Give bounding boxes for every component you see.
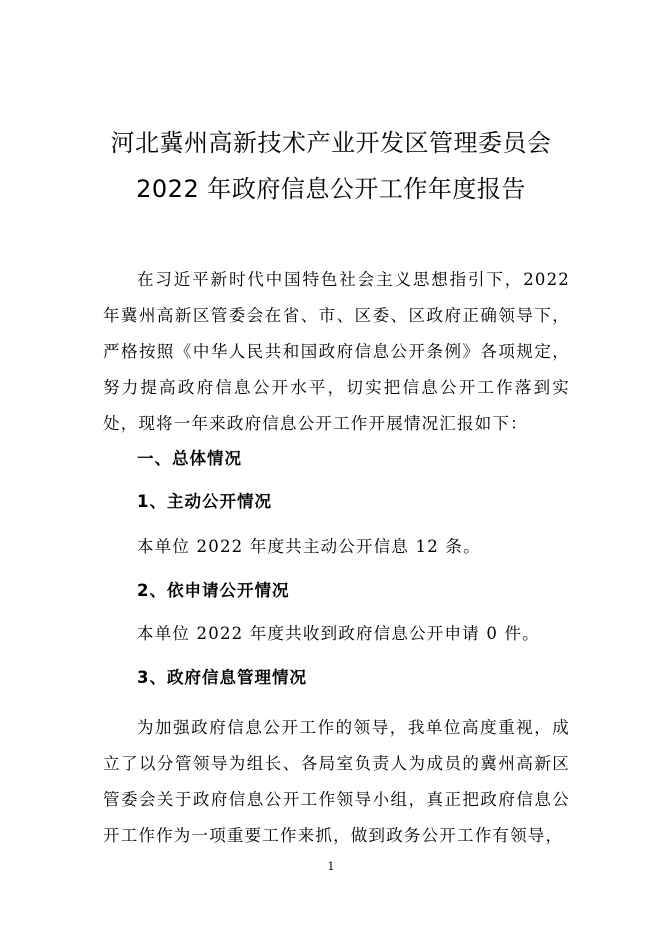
section-heading-overview: 一、总体情况 <box>137 449 242 468</box>
subheading-proactive-disclosure: 1、主动公开情况 <box>137 492 272 511</box>
subheading-application-disclosure: 2、依申请公开情况 <box>137 581 290 600</box>
application-disclosure-text: 本单位 2022 年度共收到政府信息公开申请 0 件。 <box>137 624 540 643</box>
intro-paragraph: 在习近平新时代中国特色社会主义思想指引下，2022 年冀州高新区管委会在省、市、区委、区政府正确领导下，严格按照《中华人民共和国政府信息公开条例》各项规定，努力提高政府信息公开水平，切实把信息公开工作落到实处，现将一年来政府信息公开工作开展情况汇报如下： <box>103 270 570 433</box>
subheading-information-management: 3、政府信息管理情况 <box>137 668 307 687</box>
document-title-line1: 河北冀州高新技术产业开发区管理委员会 <box>110 129 552 157</box>
information-management-paragraph: 为加强政府信息公开工作的领导，我单位高度重视，成立了以分管领导为组长、各局室负责人为成员的冀州高新区管委会关于政府信息公开工作领导小组，真正把政府信息公开工作作为一项重要工作来抓，做到政务公开工作有领导， <box>103 718 570 845</box>
proactive-disclosure-text: 本单位 2022 年度共主动公开信息 12 条。 <box>137 537 481 556</box>
page-number: 1 <box>327 860 335 873</box>
document-title-line2: 2022 年政府信息公开工作年度报告 <box>136 175 526 203</box>
